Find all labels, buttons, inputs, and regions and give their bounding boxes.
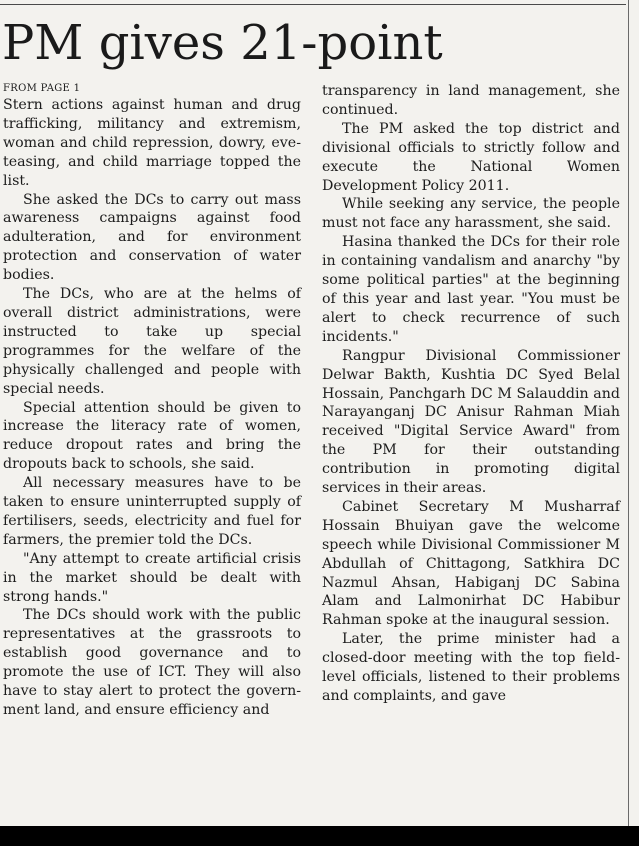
paragraph: Rangpur Divisional Commissioner Delwar Bakth, Kushtia DC Syed Belal Hossain, Panchgarh DC M Salauddin and Narayanganj DC Anisur Rahman Miah received "Digital Service Award" from the PM for their outstanding contribution in promoting digital services in their areas. <box>322 347 620 497</box>
paragraph: All necessary measures have to be taken to ensure uninterrupted supply of fertilisers, seeds, electricity and fuel for farmers, the premier told the DCs. <box>3 475 301 548</box>
paragraph: She asked the DCs to carry out mass awareness campaigns against food adulteration, and for environment protection and conservation of water bodies. <box>3 191 301 284</box>
paragraph: Hasina thanked the DCs for their role in containing vandalism and anarchy "by some political parties" at the beginning of this year and last year. "You must be alert to check recurrence of such incidents." <box>322 234 620 345</box>
paragraph: transparency in land management, she continued. <box>322 83 620 118</box>
paragraph: Stern actions against human and drug trafficking, militancy and extremism, woman and child repression, dowry, eve-teasing, and child marriage topped the list. <box>3 97 301 189</box>
paragraph: The DCs should work with the public representatives at the grassroots to establish good governance and to promote the use of ICT. They will also have to stay alert to protect the government land, and ensure efficiency and <box>3 607 301 718</box>
paragraph: Later, the prime minister had a closed-door meeting with the top field-level officials, listened to their problems and complaints, and gave <box>322 631 620 704</box>
headline: PM gives 21-point <box>2 15 443 71</box>
paragraph: Special attention should be given to increase the literacy rate of women, reduce dropout rates and bring the dropouts back to schools, she said. <box>3 399 301 473</box>
paragraph: Cabinet Secretary M Musharraf Hossain Bhuiyan gave the welcome speech while Divisional Commissioner M Abdullah of Chittagong, Satkhira DC Nazmul Ahsan, Habiganj DC Sabina Alam and Lalmonirhat DC Habibur Rahman spoke at the inaugural session. <box>322 498 620 629</box>
top-rule <box>0 4 626 5</box>
left-column <box>3 82 301 720</box>
right-column <box>322 82 620 706</box>
paragraph: While seeking any service, the people must not face any harassment, she said. <box>322 196 620 232</box>
paragraph: "Any attempt to create artificial crisis in the market should be dealt with strong hands." <box>3 550 301 605</box>
column-edge-rule <box>628 0 629 826</box>
paragraph: The PM asked the top district and divisional officials to strictly follow and execute the National Women Development Policy 2011. <box>322 120 620 194</box>
paragraph: The DCs, who are at the helms of overall district administrations, were instructed to take up special programmes for the welfare of the physically challenged and people with special needs. <box>3 286 301 397</box>
continuation-kicker: FROM PAGE 1 <box>3 83 81 94</box>
